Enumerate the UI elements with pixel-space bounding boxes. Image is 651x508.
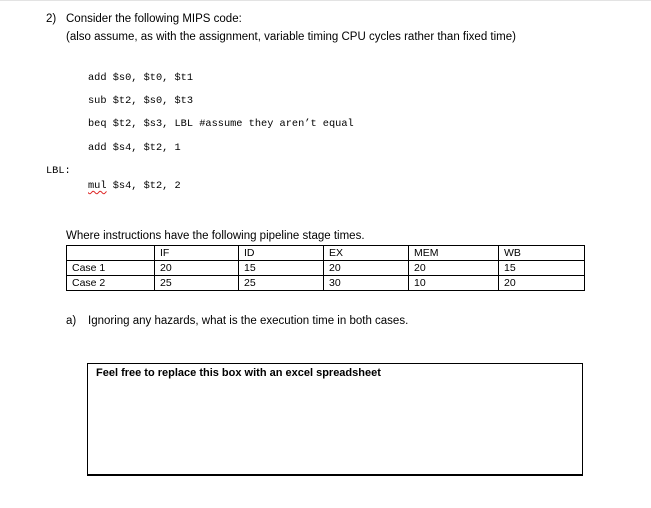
table-cell: 25	[239, 276, 324, 291]
table-cell: Case 1	[67, 261, 155, 276]
code-label-lbl: LBL:	[46, 165, 71, 177]
part-a-letter: a)	[66, 315, 77, 327]
question-note: (also assume, as with the assignment, variable timing CPU cycles rather than fixed time)	[66, 31, 516, 43]
table-header-cell: ID	[239, 246, 324, 261]
code-line-beq: beq $t2, $s3, LBL #assume they aren’t equal	[88, 118, 354, 130]
code-line-add: add $s0, $t0, $t1	[88, 72, 194, 84]
table-header-cell: WB	[499, 246, 585, 261]
table-header-row	[67, 246, 585, 261]
table-intro: Where instructions have the following pipeline stage times.	[66, 230, 365, 242]
table-row	[67, 261, 585, 276]
page-top-border	[0, 0, 651, 1]
table-cell: 20	[499, 276, 585, 291]
table-header-cell: IF	[155, 246, 239, 261]
question-number: 2)	[46, 13, 57, 25]
table-cell: 30	[324, 276, 409, 291]
table-cell: 10	[409, 276, 499, 291]
part-a-question: Ignoring any hazards, what is the execution time in both cases.	[88, 315, 409, 327]
answer-box-label: Feel free to replace this box with an excel spreadsheet	[96, 367, 381, 379]
code-mul-operands: $s4, $t2, 2	[106, 180, 181, 192]
pipeline-stage-table	[66, 245, 585, 291]
table-row	[67, 276, 585, 291]
table-cell: 15	[239, 261, 324, 276]
table-header-cell: EX	[324, 246, 409, 261]
table-cell: 20	[409, 261, 499, 276]
table-cell: Case 2	[67, 276, 155, 291]
table-cell: 15	[499, 261, 585, 276]
code-line-sub: sub $t2, $s0, $t3	[88, 95, 194, 107]
table-header-cell	[67, 246, 155, 261]
table-cell: 25	[155, 276, 239, 291]
code-line-add-immediate: add $s4, $t2, 1	[88, 142, 181, 154]
table-cell: 20	[324, 261, 409, 276]
code-line-mul	[88, 179, 181, 193]
question-prompt: Consider the following MIPS code:	[66, 13, 242, 25]
spellcheck-underlined-mul: mul	[88, 180, 107, 192]
answer-box[interactable]	[87, 363, 583, 476]
table-cell: 20	[155, 261, 239, 276]
table-header-cell: MEM	[409, 246, 499, 261]
